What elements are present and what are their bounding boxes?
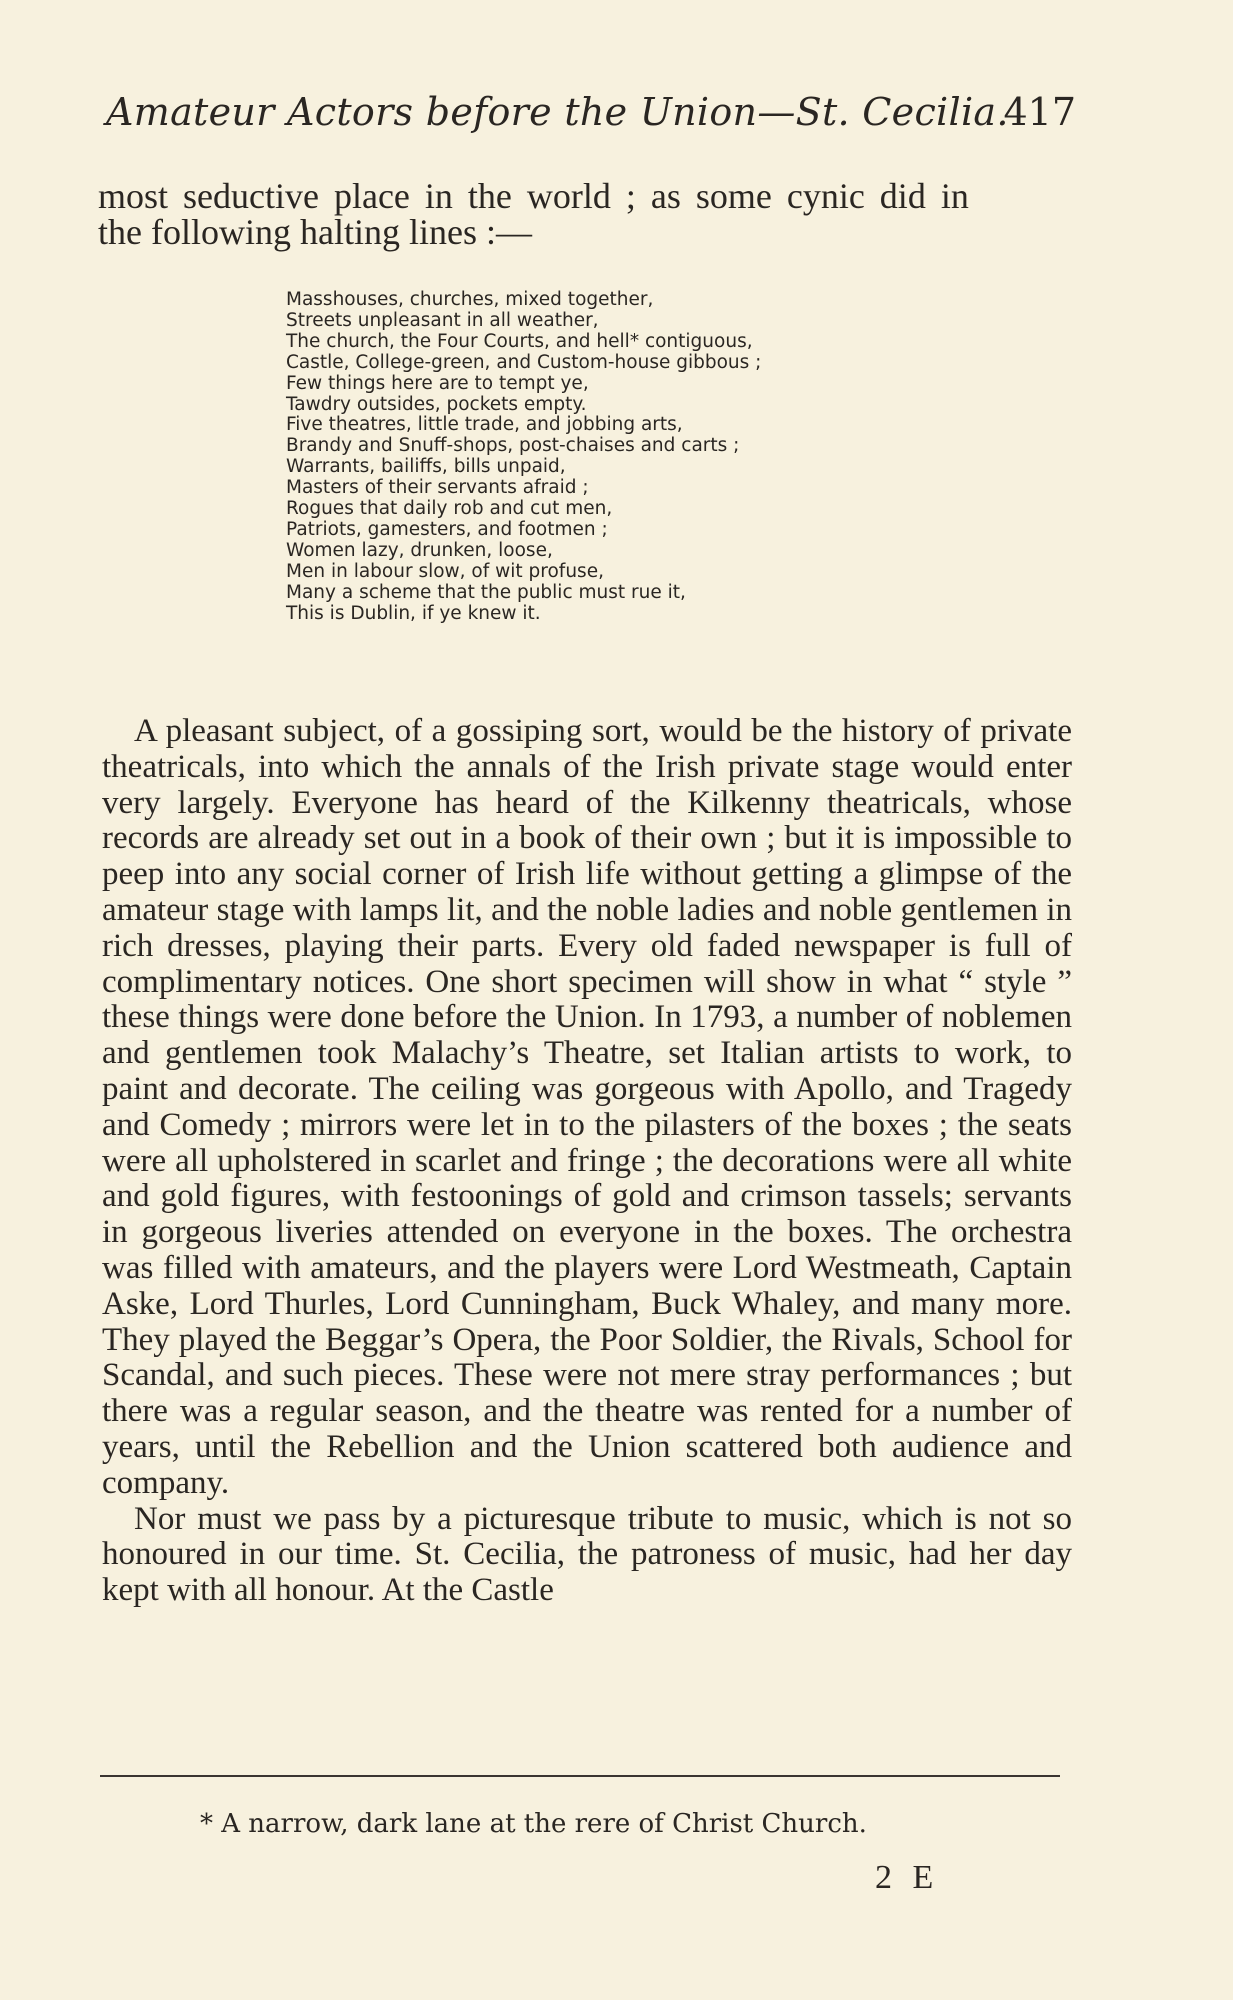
page-number: 417 [1003,90,1076,134]
footnote-rule [100,1775,1060,1777]
poem-line: Few things here are to tempt ye, [286,372,589,394]
poem-line: Many a scheme that the public must rue it, [286,581,686,603]
poem-line: Masters of their servants afraid ; [286,477,589,499]
intro-line: the following halting lines :— [98,212,532,252]
poem-line: The church, the Four Courts, and hell* contiguous, [286,330,753,352]
poem-line: Streets unpleasant in all weather, [286,309,599,331]
intro-line: most seductive place in the world ; as some cynic did in [98,176,969,216]
running-title: Amateur Actors before the Union—St. Cecilia. [106,90,1009,134]
intro-text [98,178,1078,250]
poem-line: Tawdry outsides, pockets empty. [286,393,587,415]
poem-line: Women lazy, drunken, loose, [286,539,553,561]
poem-line: Five theatres, little trade, and jobbing arts, [286,414,683,436]
signature-mark: 2 E [875,1859,940,1896]
poem-line: This is Dublin, if ye knew it. [286,602,541,624]
paragraph: A pleasant subject, of a gossiping sort, would be the history of private theatricals, into which the annals of the Irish private stage would enter very largely. Everyone has heard of the Kilkenny theatricals, whose records are already set out in a book of their own ; but it is impossible to peep into any social corner of Irish life without getting a glimpse of the amateur stage with lamps lit, and the noble ladies and noble gentlemen in rich dresses, playing their parts. Every old faded newspaper is full of complimentary notices. One short specimen will show in what “ style ” these things were done before the Union. In 1793, a number of noblemen and gentlemen took Malachy’s Theatre, set Italian artists to work, to paint and decorate. The ceiling was gorgeous with Apollo, and Tragedy and Comedy ; mirrors were let in to the pilasters of the boxes ; the seats were all upholstered in scarlet and fringe ; the decorations were all white and gold figures, with festoonings of gold and crimson tassels; servants in gorgeous liveries attended on everyone in the boxes. The orchestra was filled with amateurs, and the players were Lord Westmeath, Captain Aske, Lord Thurles, Lord Cunningham, Buck Whaley, and many more. They played the Beggar’s Opera, the Poor Soldier, the Rivals, School for Scandal, and such pieces. These were not mere stray performances ; but there was a regular season, and the theatre was rented for a number of years, until the Rebellion and the Union scattered both audience and company. [102,713,1072,1501]
poem-line: Castle, College-green, and Custom-house gibbous ; [286,351,762,373]
poem-line: Warrants, bailiffs, bills unpaid, [286,456,566,478]
poem-block [286,290,936,625]
footnote: * A narrow, dark lane at the rere of Christ Church. [200,1809,867,1839]
poem-line: Men in labour slow, of wit profuse, [286,560,604,582]
poem-line: Masshouses, churches, mixed together, [286,289,654,310]
poem-line: Brandy and Snuff-shops, post-chaises and carts ; [286,435,740,457]
poem-line: Patriots, gamesters, and footmen ; [286,518,608,540]
paragraph: Nor must we pass by a picturesque tribute to music, which is not so honoured in our time. St. Cecilia, the patroness of music, had her day kept with all honour. At the Castle [102,1500,1072,1609]
poem-line: Rogues that daily rob and cut men, [286,498,613,520]
body-text [102,714,1072,1609]
running-head [106,88,1076,136]
